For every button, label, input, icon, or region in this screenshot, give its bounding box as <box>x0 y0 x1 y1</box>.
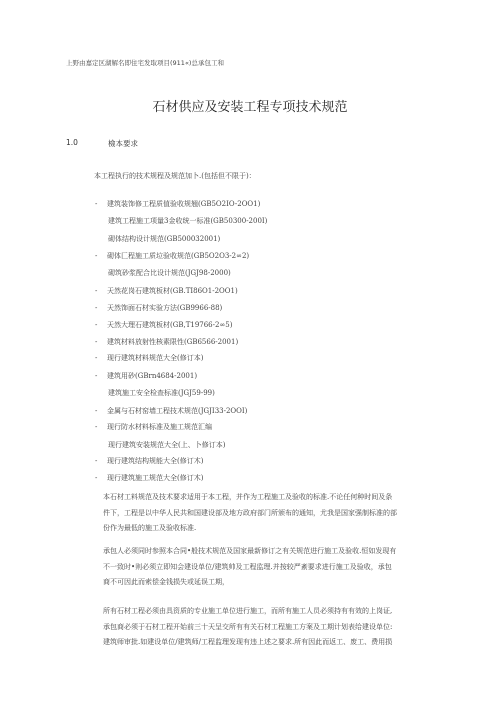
list-dash: - <box>95 200 98 208</box>
standard-text: 天然大理石建筑板材(GB,T19766-2∞5) <box>107 321 233 329</box>
standard-text: 砌体匚程施工质垃验收规范(GB5O2O3-2∞2) <box>107 252 250 260</box>
page-header: 上野由嘉定区湖解名即住宅发取项目(911«)总承包工和 <box>66 59 224 67</box>
standard-item <box>108 388 215 398</box>
standard-text: 建筑工程施工项量3金收统一标准(GB50300-200I) <box>108 217 268 225</box>
standard-item <box>108 216 267 226</box>
standard-text: 金属与石材窑墙工程技术规范(JGJI33-2OOI) <box>107 407 248 415</box>
list-dash: - <box>95 354 98 362</box>
list-dash: - <box>95 407 98 415</box>
standard-item <box>95 371 197 381</box>
standard-item <box>95 422 212 432</box>
standard-text: 建筑施工安全检查标准(JGJ59-99) <box>108 389 215 397</box>
standard-text: 现行建筑施工规范大全(修订木) <box>107 474 204 482</box>
section-title: 檢本要求 <box>108 139 138 148</box>
document-title: 石材供应及安装工程专项技术规范 <box>152 100 348 115</box>
body-paragraph <box>103 490 441 537</box>
standard-text: 砌筑砂浆配合比设计规范(JGJ98-2000) <box>108 269 231 277</box>
paragraph-line: 份作为最低的施工及验收标准. <box>103 524 197 532</box>
paragraph-line: 承包人必须同时参照本合同•般技术规范及国家最新修订之有关规范进行施工及验收.恒如发现有 <box>103 547 397 555</box>
paragraph-line: 本石材工料规范及技术要求适用于本工程，并作为工程施工及验收的标准.不论任何种时间及条 <box>103 493 393 501</box>
section-number: 1.0 <box>66 138 78 147</box>
standard-item <box>108 234 220 244</box>
list-dash: - <box>95 304 98 312</box>
standard-item <box>95 473 203 483</box>
standard-item <box>95 251 249 261</box>
list-dash: - <box>95 474 98 482</box>
standard-text: 现行防水材料标准及施工规范汇编 <box>107 423 212 431</box>
standard-item <box>95 286 238 296</box>
standard-item <box>95 456 203 466</box>
paragraph-line: 所有石材工程必须由具资质的专业施工单位进行施工，而所有施工人员必须持有有效的上岗证, <box>103 607 393 615</box>
list-dash: - <box>95 423 98 431</box>
list-dash: - <box>95 287 98 295</box>
paragraph-line: 承包商必须于石材工程开始前三十天呈交所有有关石材工程施工方案及工期计划表给建设单位: <box>103 622 393 631</box>
standard-item <box>95 406 247 416</box>
standard-item <box>95 199 260 209</box>
standard-text: 现行建筑材料规范大全(修订本) <box>107 354 204 362</box>
standard-item <box>108 440 225 450</box>
standard-item <box>95 303 222 313</box>
list-dash: - <box>95 372 98 380</box>
standard-text: 天然饰面石材实验方法(GB9966-88) <box>107 304 223 312</box>
standard-item <box>108 268 231 278</box>
body-paragraph <box>103 544 441 591</box>
intro-text: 本工程执行的技术规程及规范加卜.(包括但不限于)： <box>94 172 256 180</box>
list-dash: - <box>95 252 98 260</box>
paragraph-line: 商不可因此而索偿金钱损失或延误工期， <box>103 578 229 586</box>
standard-text: 建筑装饰修工程质值验收规翘(GB5O2IO-2OO1) <box>107 200 261 208</box>
body-paragraph <box>103 604 441 651</box>
standard-text: 建筑材料放射性核素限性(GB6566-2001) <box>107 338 239 346</box>
list-dash: - <box>95 338 98 346</box>
paragraph-line: 不一致时•则必须立即知会建设单位/建筑帅及工程监理.并按较严紊要求进行施工及验收，承包 <box>103 562 392 571</box>
standard-item <box>95 337 238 347</box>
paragraph-line: 件下，工程是以中华人民共和国建设部及地方政府部门所颁布的通知，尤我是国家强制标准的部 <box>103 508 397 517</box>
standard-text: 现行建筑安装规范大全(上、卜修订本) <box>108 441 226 449</box>
list-dash: - <box>95 321 98 329</box>
standard-text: 建筑用砂(GBrn4684-2001) <box>107 372 198 380</box>
standard-text: 天然花岗石建筑板材(GB.TI86O1-2OO1) <box>107 287 238 295</box>
standard-item <box>95 320 232 330</box>
standard-text: 砌体结构设计规范(GB500032001) <box>108 235 221 243</box>
standard-text: 现行建筑结构规能大全(修订木) <box>107 457 204 465</box>
list-dash: - <box>95 457 98 465</box>
paragraph-line: 建筑师审批.如建设单位/建筑师/工程监理发现有违上述之要求.所有因此而返工、废工、费用损 <box>103 638 393 646</box>
standard-item <box>95 353 203 363</box>
